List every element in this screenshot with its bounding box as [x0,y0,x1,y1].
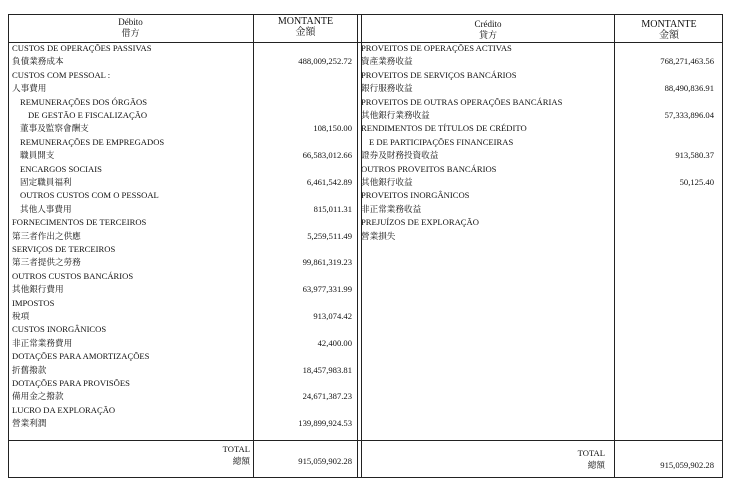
column-divider [357,14,358,478]
debit-row-value: 18,457,983.81 [302,364,352,375]
credit-total-value: 915,059,902.28 [660,460,714,470]
debit-row-label: 其他銀行費用 [12,284,64,295]
credit-row-label: E DE PARTICIPAÇÕES FINANCEIRAS [369,136,514,147]
debit-row-label: SERVIÇOS DE TERCEIROS [12,244,116,254]
debit-row-value: 66,583,012.66 [302,150,352,161]
debit-row-label: OUTROS CUSTOS COM O PESSOAL [20,190,159,201]
debit-row-label: 負債業務成本 [12,56,64,67]
credit-row-value: 768,271,463.56 [660,56,714,67]
credit-row-value: 57,333,896.04 [664,110,714,120]
debit-row-value: 42,400.00 [317,337,352,348]
column-divider [253,14,254,478]
credit-header: Crédito 貸方 [474,19,502,40]
debit-header: Débito 借方 [118,17,143,38]
debit-row-value: 6,461,542.89 [306,177,352,187]
debit-row-value: 99,861,319.23 [302,257,352,268]
credit-row-label: 證券及財務投資收益 [361,150,439,161]
debit-row-label: 稅項 [12,311,30,321]
credit-total-label: TOTAL 總額 [577,448,605,470]
debit-row-label: DE GESTÃO E FISCALIZAÇÃO [28,110,148,120]
total-rule [8,440,723,441]
debit-row-label: 第三者作出之供應 [12,230,81,241]
credit-row-value: 913,580.37 [675,150,714,161]
credit-amount-header: MONTANTE 金額 [641,19,697,41]
credit-row-label: 其他銀行業務收益 [361,110,430,120]
debit-row-label: 人事費用 [12,83,47,94]
debit-row-label: REMUNERAÇÕES DE EMPREGADOS [20,136,165,147]
debit-row-label: 第三者提供之勞務 [12,257,81,268]
debit-row-label: 職員開支 [20,150,55,161]
debit-row-label: CUSTOS COM PESSOAL : [12,69,111,80]
debit-row-label: DOTAÇÕES PARA PROVISÕES [12,378,130,388]
debit-row-value: 5,259,511.49 [307,230,352,241]
debit-row-value: 139,899,924.53 [298,418,352,429]
debit-row-value: 815,011.31 [313,203,352,214]
debit-row-label: OUTROS CUSTOS BANCÁRIOS [12,270,134,281]
debit-row-value: 108,150.00 [313,123,352,134]
debit-row-label: CUSTOS INORGÂNICOS [12,324,107,335]
debit-row-value: 913,074.42 [313,311,352,321]
debit-row-value: 63,977,331.99 [302,284,352,295]
debit-row-label: REMUNERAÇÕES DOS ÓRGÃOS [20,96,148,107]
debit-row-value: 488,009,252.72 [298,56,352,67]
credit-row-label: 其他銀行收益 [361,177,413,187]
debit-row-label: 備用金之撥款 [12,391,64,402]
debit-row-label: 其他人事費用 [20,203,72,214]
credit-row-value: 50,125.40 [679,177,714,187]
credit-row-label: PREJUÍZOS DE EXPLORAÇÃO [361,217,479,228]
debit-row-label: FORNECIMENTOS DE TERCEIROS [12,217,147,228]
credit-row-label: PROVEITOS DE OUTRAS OPERAÇÕES BANCÁRIAS [361,96,563,107]
debit-total-label: TOTAL 總額 [222,444,250,466]
credit-row-label: PROVEITOS INORGÂNICOS [361,190,470,201]
debit-amount-header: MONTANTE 金額 [277,16,334,38]
credit-row-label: 營業損失 [361,230,396,241]
debit-row-label: 董事及監察會酬支 [20,123,89,134]
credit-row-label: RENDIMENTOS DE TÍTULOS DE CRÉDITO [361,123,527,134]
debit-total-value: 915,059,902.28 [298,456,352,466]
credit-row-label: 資產業務收益 [361,56,413,67]
credit-row-label: 銀行服務收益 [361,83,413,94]
debit-row-label: IMPOSTOS [12,297,55,308]
debit-row-label: CUSTOS DE OPERAÇÕES PASSIVAS [12,43,152,53]
debit-row-label: 固定職員福利 [20,177,72,187]
debit-row-label: DOTAÇÕES PARA AMORTIZAÇÕES [12,351,150,362]
debit-row-label: LUCRO DA EXPLORAÇÃO [12,404,116,415]
debit-row-label: 非正常業務費用 [12,337,73,348]
debit-row-label: 折舊撥款 [12,364,47,375]
debit-row-label: ENCARGOS SOCIAIS [20,163,102,174]
credit-row-label: 非正常業務收益 [361,203,422,214]
credit-row-label: OUTROS PROVEITOS BANCÁRIOS [361,163,497,174]
debit-row-label: 營業利潤 [12,418,47,429]
credit-row-label: PROVEITOS DE SERVIÇOS BANCÁRIOS [361,69,517,80]
credit-row-label: PROVEITOS DE OPERAÇÕES ACTIVAS [361,43,512,53]
credit-row-value: 88,490,836.91 [664,83,714,94]
debit-row-value: 24,671,387.23 [302,391,352,402]
